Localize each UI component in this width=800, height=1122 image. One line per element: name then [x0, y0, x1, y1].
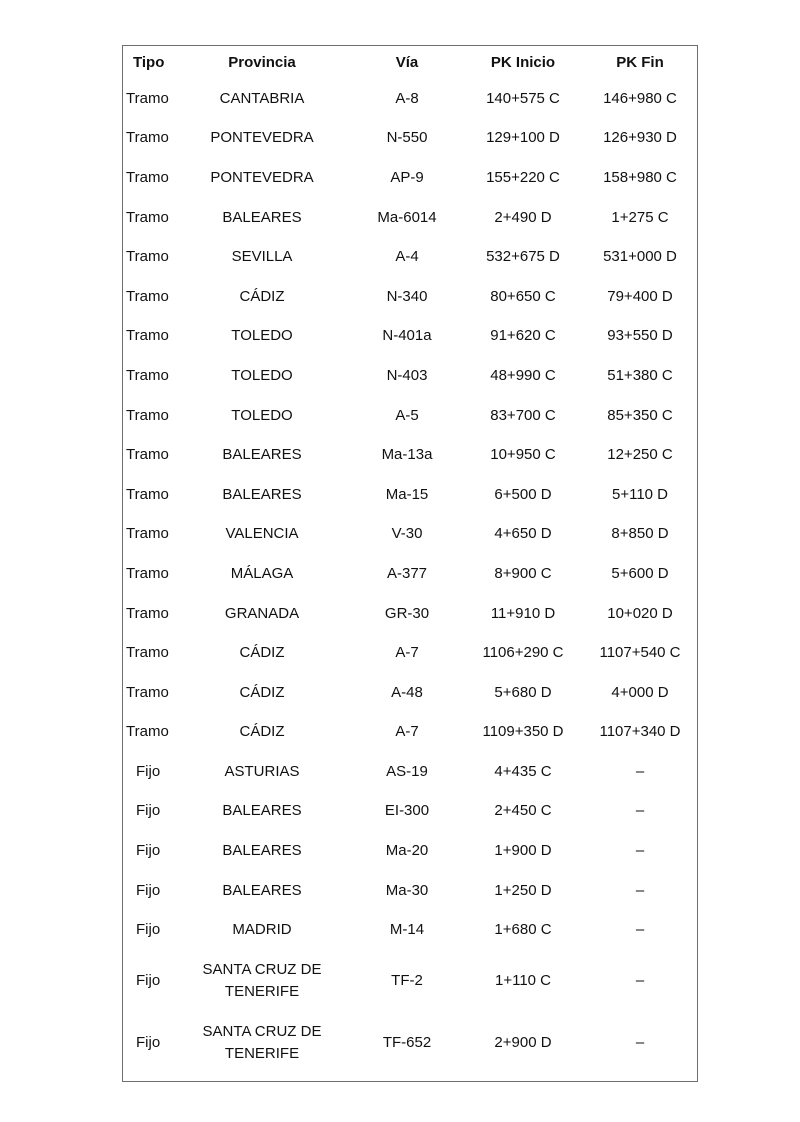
cell-provincia: TOLEDO — [231, 327, 293, 345]
table-row — [123, 554, 699, 594]
cell-tipo: Tramo — [126, 485, 169, 503]
cell-tipo: Tramo — [126, 564, 169, 582]
cell-pk-fin: – — [635, 1034, 645, 1052]
cell-tipo: Fijo — [136, 921, 161, 939]
cell-pk-inicio: 10+950 C — [490, 446, 556, 464]
table-row — [123, 633, 699, 673]
table-row — [123, 713, 699, 753]
cell-pk-inicio: 1+250 D — [494, 881, 552, 899]
cell-via: A-4 — [395, 248, 419, 266]
cell-pk-inicio: 129+100 D — [486, 129, 560, 147]
cell-pk-inicio: 1+110 C — [494, 972, 551, 990]
cell-pk-inicio: 4+435 C — [494, 762, 552, 780]
cell-pk-fin: 4+000 D — [611, 683, 669, 701]
cell-tipo: Fijo — [136, 881, 161, 899]
cell-tipo: Tramo — [126, 366, 169, 384]
table-row — [123, 752, 699, 792]
cell-pk-fin: – — [635, 802, 645, 820]
cell-provincia: BALEARES — [222, 842, 302, 860]
cell-tipo: Fijo — [136, 972, 161, 990]
table-row — [123, 515, 699, 555]
cell-via: A-7 — [395, 644, 419, 662]
cell-via: TF-652 — [382, 1034, 432, 1052]
table-row — [123, 119, 699, 159]
cell-tipo: Tramo — [126, 248, 169, 266]
table-row — [123, 435, 699, 475]
cell-pk-inicio: 155+220 C — [486, 168, 560, 186]
cell-pk-inicio: 83+700 C — [490, 406, 556, 424]
cell-pk-inicio: 8+900 C — [494, 564, 552, 582]
cell-pk-inicio: 1+900 D — [494, 842, 552, 860]
cell-provincia: GRANADA — [224, 604, 300, 622]
cell-via: Ma-20 — [385, 842, 429, 860]
cell-pk-fin: 93+550 D — [607, 327, 673, 345]
cell-pk-fin: – — [635, 762, 645, 780]
table-row — [123, 1012, 699, 1074]
cell-pk-fin: 1107+540 C — [599, 644, 681, 662]
cell-pk-inicio: 2+490 D — [494, 208, 552, 226]
header-via: Vía — [395, 54, 419, 71]
cell-via: A-48 — [391, 683, 423, 701]
cell-pk-fin: – — [635, 881, 645, 899]
cell-tipo: Tramo — [126, 446, 169, 464]
cell-tipo: Tramo — [126, 683, 169, 701]
cell-tipo: Tramo — [126, 406, 169, 424]
cell-via: AP-9 — [390, 168, 424, 186]
cell-pk-inicio: 4+650 D — [494, 525, 552, 543]
cell-provincia: BALEARES — [222, 208, 302, 226]
cell-pk-fin: 12+250 C — [607, 446, 673, 464]
cell-provincia: SANTA CRUZ DE TENERIFE — [202, 1023, 322, 1063]
cell-tipo: Tramo — [126, 208, 169, 226]
cell-tipo: Tramo — [126, 604, 169, 622]
cell-via: V-30 — [391, 525, 423, 543]
cell-pk-fin: – — [635, 972, 645, 990]
cell-provincia: MÁLAGA — [230, 564, 294, 582]
cell-provincia: CÁDIZ — [239, 723, 285, 741]
cell-provincia: CÁDIZ — [239, 683, 285, 701]
cell-tipo: Tramo — [126, 723, 169, 741]
cell-tipo: Fijo — [136, 1034, 161, 1052]
cell-tipo: Tramo — [126, 129, 169, 147]
cell-provincia: BALEARES — [222, 802, 302, 820]
table-row — [123, 396, 699, 436]
table-row — [123, 871, 699, 911]
table-row — [123, 673, 699, 713]
cell-pk-inicio: 80+650 C — [490, 287, 556, 305]
cell-via: A-7 — [395, 723, 419, 741]
table-frame — [122, 45, 698, 1082]
cell-pk-fin: 5+600 D — [611, 564, 669, 582]
cell-pk-fin: – — [635, 921, 645, 939]
header-provincia: Provincia — [228, 54, 296, 71]
cell-pk-fin: 1107+340 D — [599, 723, 681, 741]
cell-via: TF-2 — [391, 972, 423, 990]
cell-tipo: Fijo — [136, 842, 161, 860]
cell-tipo: Tramo — [126, 287, 169, 305]
table-body — [123, 79, 699, 1074]
cell-via: N-550 — [386, 129, 428, 147]
cell-provincia: PONTEVEDRA — [210, 129, 314, 147]
cell-pk-inicio: 2+900 D — [494, 1034, 552, 1052]
table-row — [123, 317, 699, 357]
cell-provincia: BALEARES — [222, 881, 302, 899]
cell-provincia: TOLEDO — [231, 406, 293, 424]
table-row — [123, 237, 699, 277]
cell-via: N-401a — [382, 327, 432, 345]
radar-table — [123, 46, 699, 1074]
header-pk-inicio: PK Inicio — [490, 54, 556, 71]
cell-provincia: MADRID — [232, 921, 292, 939]
cell-via: N-340 — [386, 287, 428, 305]
cell-pk-inicio: 1109+350 D — [482, 723, 564, 741]
cell-tipo: Tramo — [126, 327, 169, 345]
table-row — [123, 79, 699, 119]
cell-pk-inicio: 11+910 D — [490, 604, 556, 622]
cell-via: N-403 — [386, 366, 428, 384]
cell-provincia: CÁDIZ — [239, 287, 285, 305]
cell-pk-inicio: 2+450 C — [494, 802, 552, 820]
cell-pk-fin: 126+930 D — [603, 129, 677, 147]
table-row — [123, 356, 699, 396]
cell-pk-fin: 51+380 C — [607, 366, 673, 384]
cell-pk-inicio: 48+990 C — [490, 366, 556, 384]
cell-tipo: Fijo — [136, 762, 161, 780]
cell-pk-fin: 85+350 C — [607, 406, 673, 424]
table-row — [123, 475, 699, 515]
cell-tipo: Tramo — [126, 89, 169, 107]
table-row — [123, 831, 699, 871]
cell-pk-inicio: 1+680 C — [494, 921, 552, 939]
cell-pk-fin: 5+110 D — [611, 485, 668, 503]
cell-pk-inicio: 532+675 D — [486, 248, 560, 266]
cell-provincia: BALEARES — [222, 446, 302, 464]
cell-provincia: CÁDIZ — [239, 644, 285, 662]
cell-pk-inicio: 140+575 C — [486, 89, 560, 107]
table-row — [123, 277, 699, 317]
cell-pk-fin: 158+980 C — [603, 168, 677, 186]
cell-via: GR-30 — [384, 604, 430, 622]
cell-tipo: Tramo — [126, 644, 169, 662]
cell-via: M-14 — [389, 921, 425, 939]
table-row — [123, 950, 699, 1012]
cell-pk-inicio: 5+680 D — [494, 683, 552, 701]
cell-via: Ma-15 — [385, 485, 429, 503]
cell-pk-fin: 146+980 C — [603, 89, 677, 107]
cell-via: A-5 — [395, 406, 419, 424]
table-row — [123, 198, 699, 238]
table-header-row — [123, 46, 699, 79]
cell-pk-fin: 8+850 D — [611, 525, 669, 543]
cell-pk-inicio: 1106+290 C — [482, 644, 564, 662]
cell-via: Ma-6014 — [377, 208, 437, 226]
cell-via: AS-19 — [386, 762, 428, 780]
header-pk-fin: PK Fin — [616, 54, 664, 71]
table-row — [123, 792, 699, 832]
header-tipo: Tipo — [133, 54, 165, 71]
table-row — [123, 910, 699, 950]
table-row — [123, 594, 699, 634]
cell-pk-fin: 1+275 C — [611, 208, 669, 226]
cell-tipo: Tramo — [126, 525, 169, 543]
table-row — [123, 158, 699, 198]
cell-pk-fin: – — [635, 842, 645, 860]
cell-via: A-8 — [395, 89, 419, 107]
cell-tipo: Fijo — [136, 802, 161, 820]
cell-via: EI-300 — [384, 802, 430, 820]
cell-pk-inicio: 6+500 D — [494, 485, 552, 503]
cell-via: Ma-13a — [381, 446, 433, 464]
cell-provincia: SEVILLA — [231, 248, 293, 266]
cell-provincia: PONTEVEDRA — [210, 168, 314, 186]
cell-pk-inicio: 91+620 C — [490, 327, 556, 345]
cell-via: A-377 — [386, 564, 428, 582]
cell-pk-fin: 79+400 D — [607, 287, 673, 305]
cell-provincia: CANTABRIA — [219, 89, 305, 107]
cell-pk-fin: 10+020 D — [607, 604, 673, 622]
cell-pk-fin: 531+000 D — [603, 248, 677, 266]
cell-provincia: VALENCIA — [225, 525, 299, 543]
cell-tipo: Tramo — [126, 168, 169, 186]
cell-provincia: ASTURIAS — [224, 762, 300, 780]
cell-provincia: SANTA CRUZ DE TENERIFE — [202, 961, 322, 1001]
cell-provincia: BALEARES — [222, 485, 302, 503]
cell-provincia: TOLEDO — [231, 366, 293, 384]
cell-via: Ma-30 — [385, 881, 429, 899]
